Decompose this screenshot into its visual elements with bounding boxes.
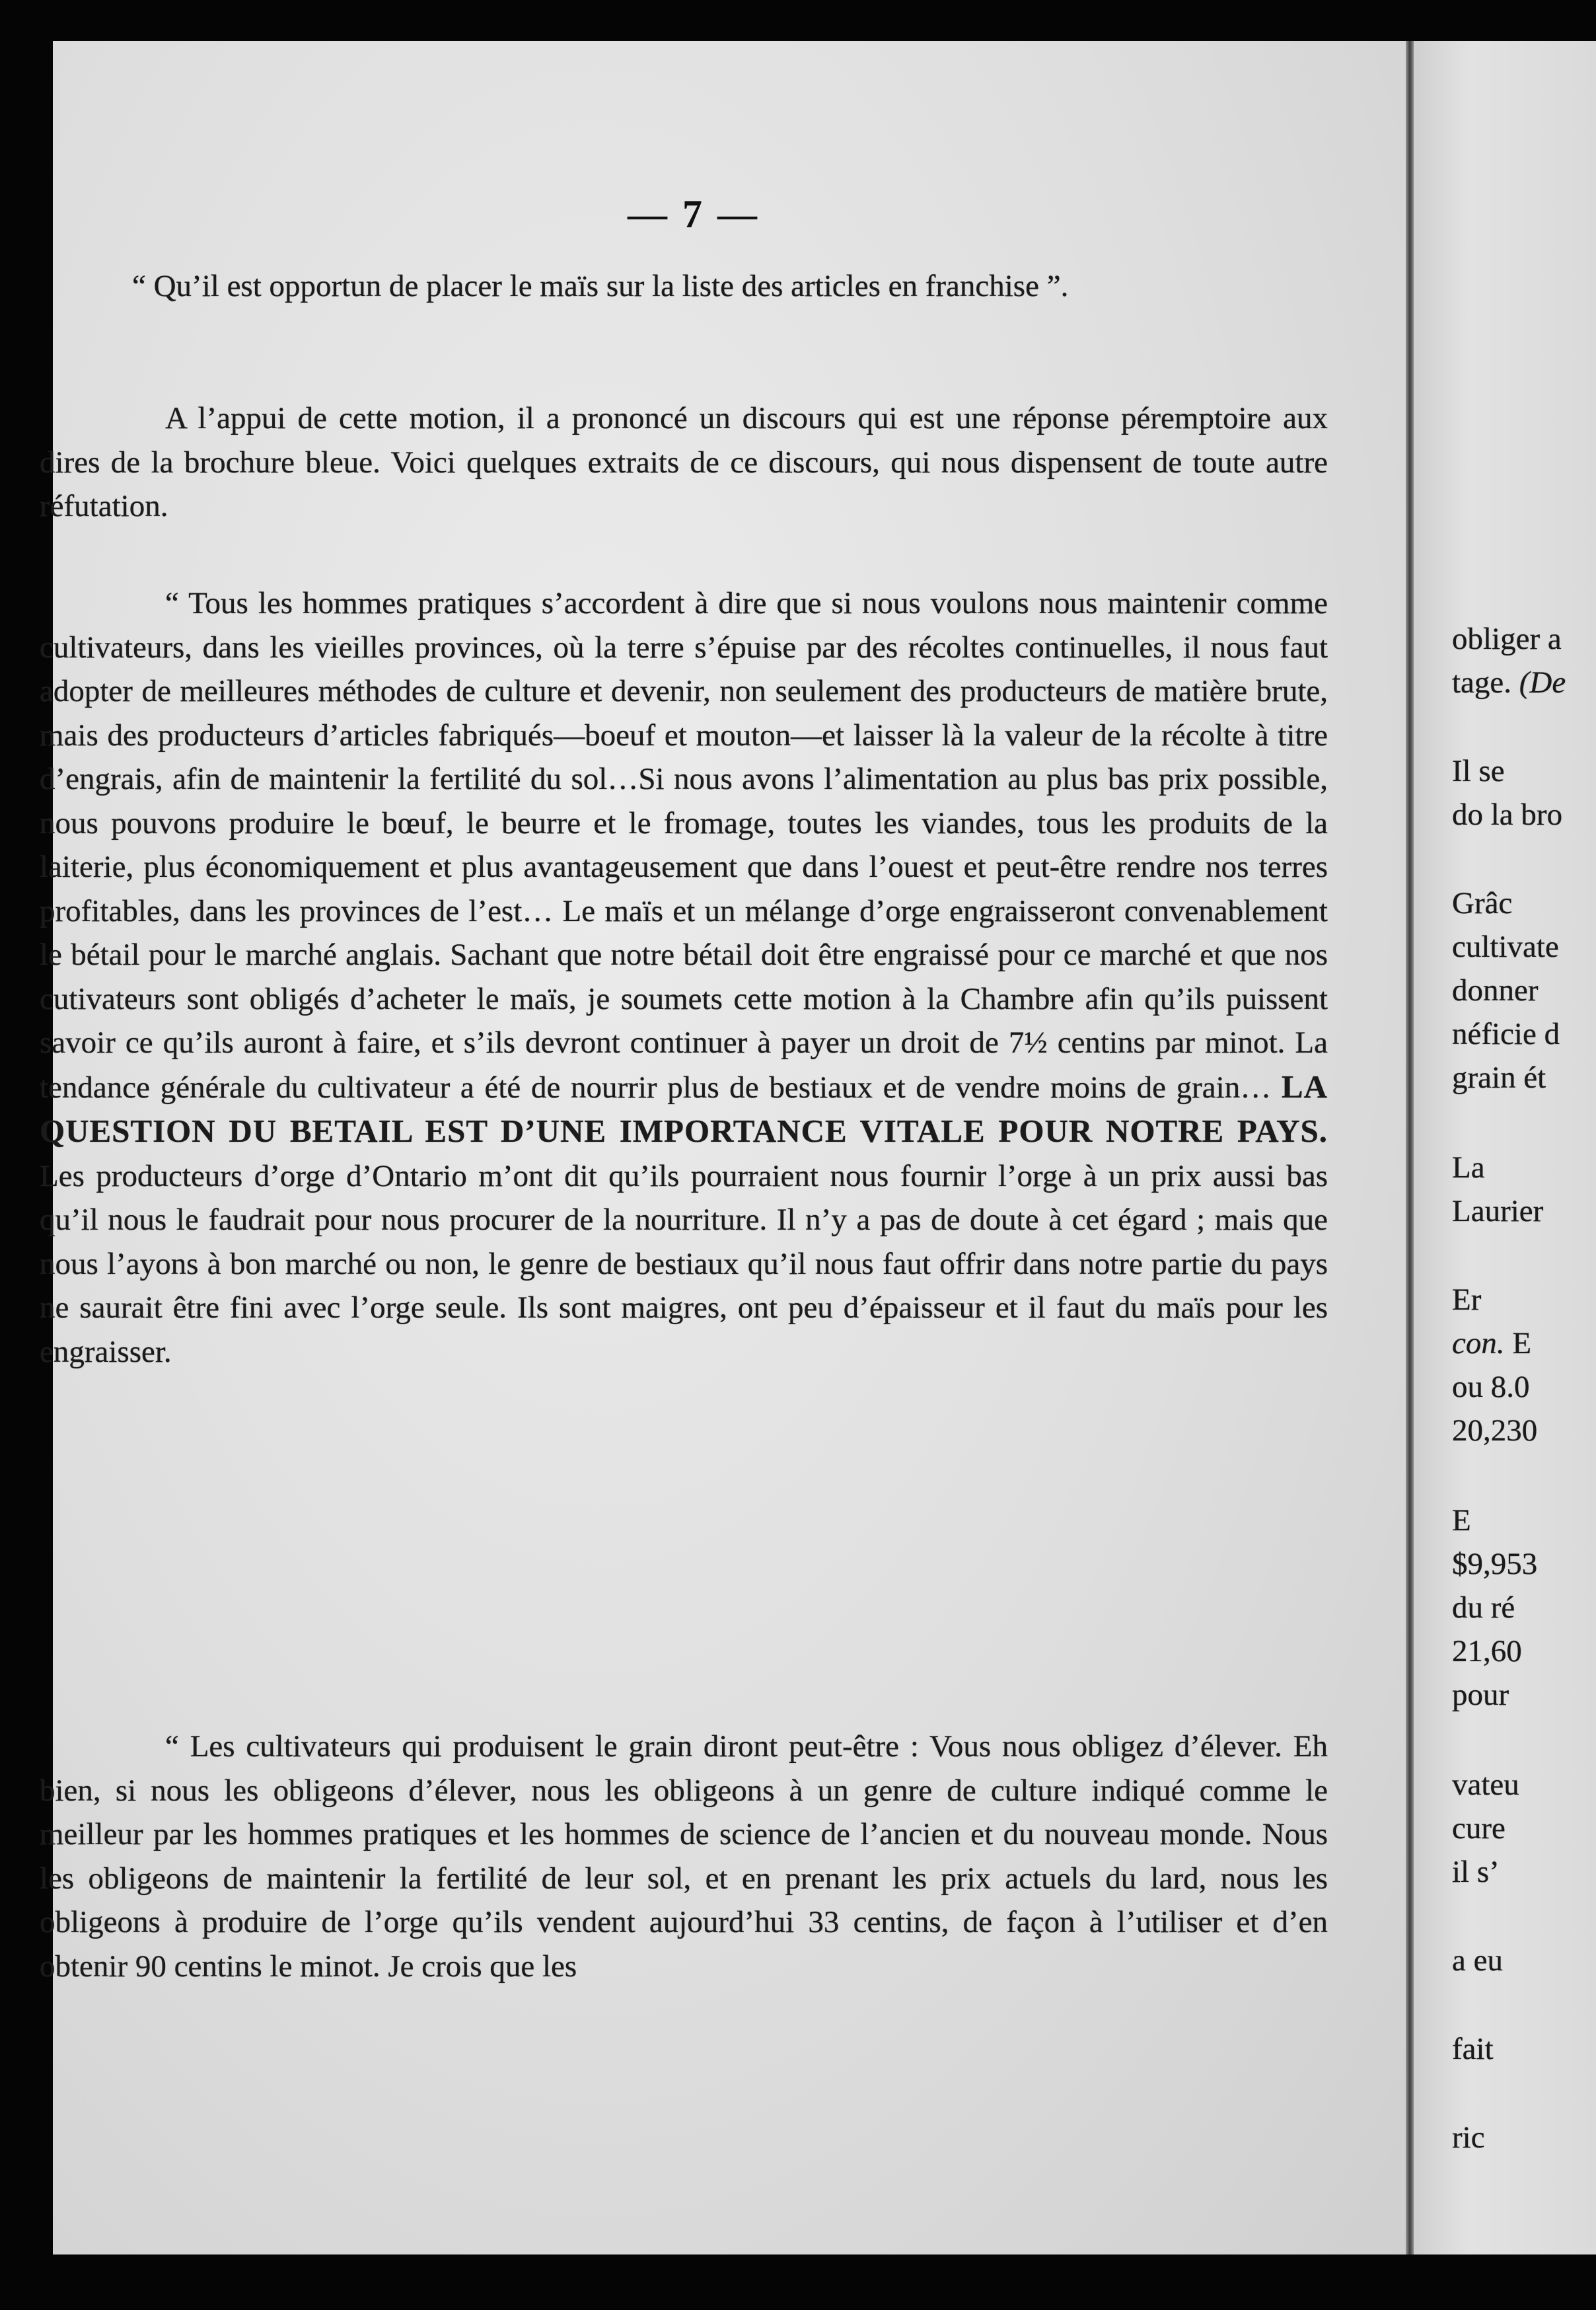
paragraph-text <box>40 581 1328 1374</box>
speech-text-part1: “ Tous les hommes pratiques s’accordent à dire que si nous voulons nous maintenir comme cultivateurs, dans les vieilles provinces, où la terre s’épuise par des récoltes continuelles, il nous faut adopter de meilleures méthodes de culture et devenir, non seulement des producteurs de matière brute, mais des producteurs d’articles fabriqués—boeuf et mouton—et laisser là la valeur de la récolte à titre d’engrais, afin de maintenir la fertilité du sol…Si nous avons l’alimentation au plus bas prix possible, nous pouvons produire le bœuf, le beurre et le fromage, toutes les viandes, tous les produits de la laiterie, plus économiquement et plus avantageusement que dans l’ouest et peut-être rendre nos terres profitables, dans les provinces de l’est… Le maïs et un mélange d’orge engraisseront convenablement le bétail pour le marché anglais. Sachant que notre bétail doit être engraissé pour ce marché et que nos cutivateurs sont obligés d’acheter le maïs, je soumets cette motion à la Chambre afin qu’ils puissent savoir ce qu’ils auront à faire, et s’ils devront continuer à payer un droit de 7½ centins par minot. La tendance générale du cultivateur a été de nourrir plus de bestiaux et de vendre moins de grain… <box>40 586 1328 1105</box>
paragraph-speech-extract <box>40 581 1328 1374</box>
right-page-line: cultivate <box>1452 930 1559 964</box>
right-page-line: Er <box>1452 1283 1482 1317</box>
right-page-line: Il se <box>1452 754 1505 788</box>
right-page-line: vateu <box>1452 1768 1519 1802</box>
page-fold <box>1406 41 1414 2254</box>
speech-text-part2: Les producteurs d’orge d’Ontario m’ont dit qu’ils pourraient nous fournir l’orge à un prix aussi bas qu’il nous le faudrait pour nous procurer de la nourriture. Il n’y a pas de doute à cet égard ; mais que nous l’ayons à bon marché ou non, le genre de bestiaux qu’il nous faut offrir dans notre partie du pays ne saurait être fini avec l’orge seule. Ils sont maigres, ont peu d’épaisseur et il faut du maïs pour les engraisser. <box>40 1158 1328 1369</box>
right-page-line: cure <box>1452 1811 1505 1845</box>
right-page-line: con. E <box>1452 1326 1532 1360</box>
right-page-line: E <box>1452 1503 1471 1538</box>
right-page-line: a eu <box>1452 1943 1503 1978</box>
paragraph-text: “ Les cultivateurs qui produisent le grain diront peut-être : Vous nous obligez d’élever. Eh bien, si nous les obligeons d’élever, nous les obligeons à un genre de culture indiqué comme le meilleur par les hommes pratiques et les hommes de science de l’ancien et du nouveau monde. Nous les obligeons de maintenir la fertilité de leur sol, et en prenant les prix actuels du lard, nous les obligeons à produire de l’orge qu’ils vendent aujourd’hui 33 centins, de façon à l’utiliser et d’en obtenir 90 centins le minot. Je crois que les <box>40 1729 1328 1984</box>
right-page-line: 20,230 <box>1452 1413 1538 1448</box>
page-number: — 7 — <box>628 192 760 236</box>
paragraph-speech-continued <box>40 1725 1328 1988</box>
right-page-line: néficie d <box>1452 1017 1560 1051</box>
right-page-line: Grâc <box>1452 886 1513 920</box>
right-page-line: do la bro <box>1452 798 1563 832</box>
right-page-line: ou 8.0 <box>1452 1370 1530 1404</box>
paragraph-text: A l’appui de cette motion, il a prononcé un discours qui est une réponse péremptoire aux dires de la brochure bleue. Voici quelques extraits de ce discours, qui nous dispensent de toute autre réfutation. <box>40 401 1328 523</box>
right-page-line: obliger a <box>1452 622 1562 656</box>
right-page-line: La <box>1452 1150 1485 1185</box>
right-page-line: Laurier <box>1452 1194 1544 1228</box>
paragraph-motion-quote <box>40 264 1328 309</box>
right-page-line: $9,953 <box>1452 1547 1538 1581</box>
right-page-line: tage. (De <box>1452 665 1566 700</box>
right-page-line: fait <box>1452 2032 1494 2066</box>
right-page-line: il s’ <box>1452 1855 1500 1889</box>
right-page-fragment <box>1414 41 1596 2254</box>
paragraph-intro <box>40 396 1328 529</box>
right-page-line: du ré <box>1452 1590 1515 1625</box>
paragraph-text: “ Qu’il est opportun de placer le maïs sur la liste des articles en franchise ”. <box>132 269 1069 303</box>
right-page-line: 21,60 <box>1452 1634 1522 1668</box>
right-page-line: donner <box>1452 973 1539 1008</box>
right-page-line: pour <box>1452 1678 1509 1712</box>
right-page-line: grain ét <box>1452 1061 1546 1095</box>
right-page-line: ric <box>1452 2120 1485 2155</box>
speech-emphasis-caps: LA QUESTION DU BETAIL EST D’UNE IMPORTANCE VITALE POUR NOTRE PAYS. <box>40 1068 1328 1149</box>
